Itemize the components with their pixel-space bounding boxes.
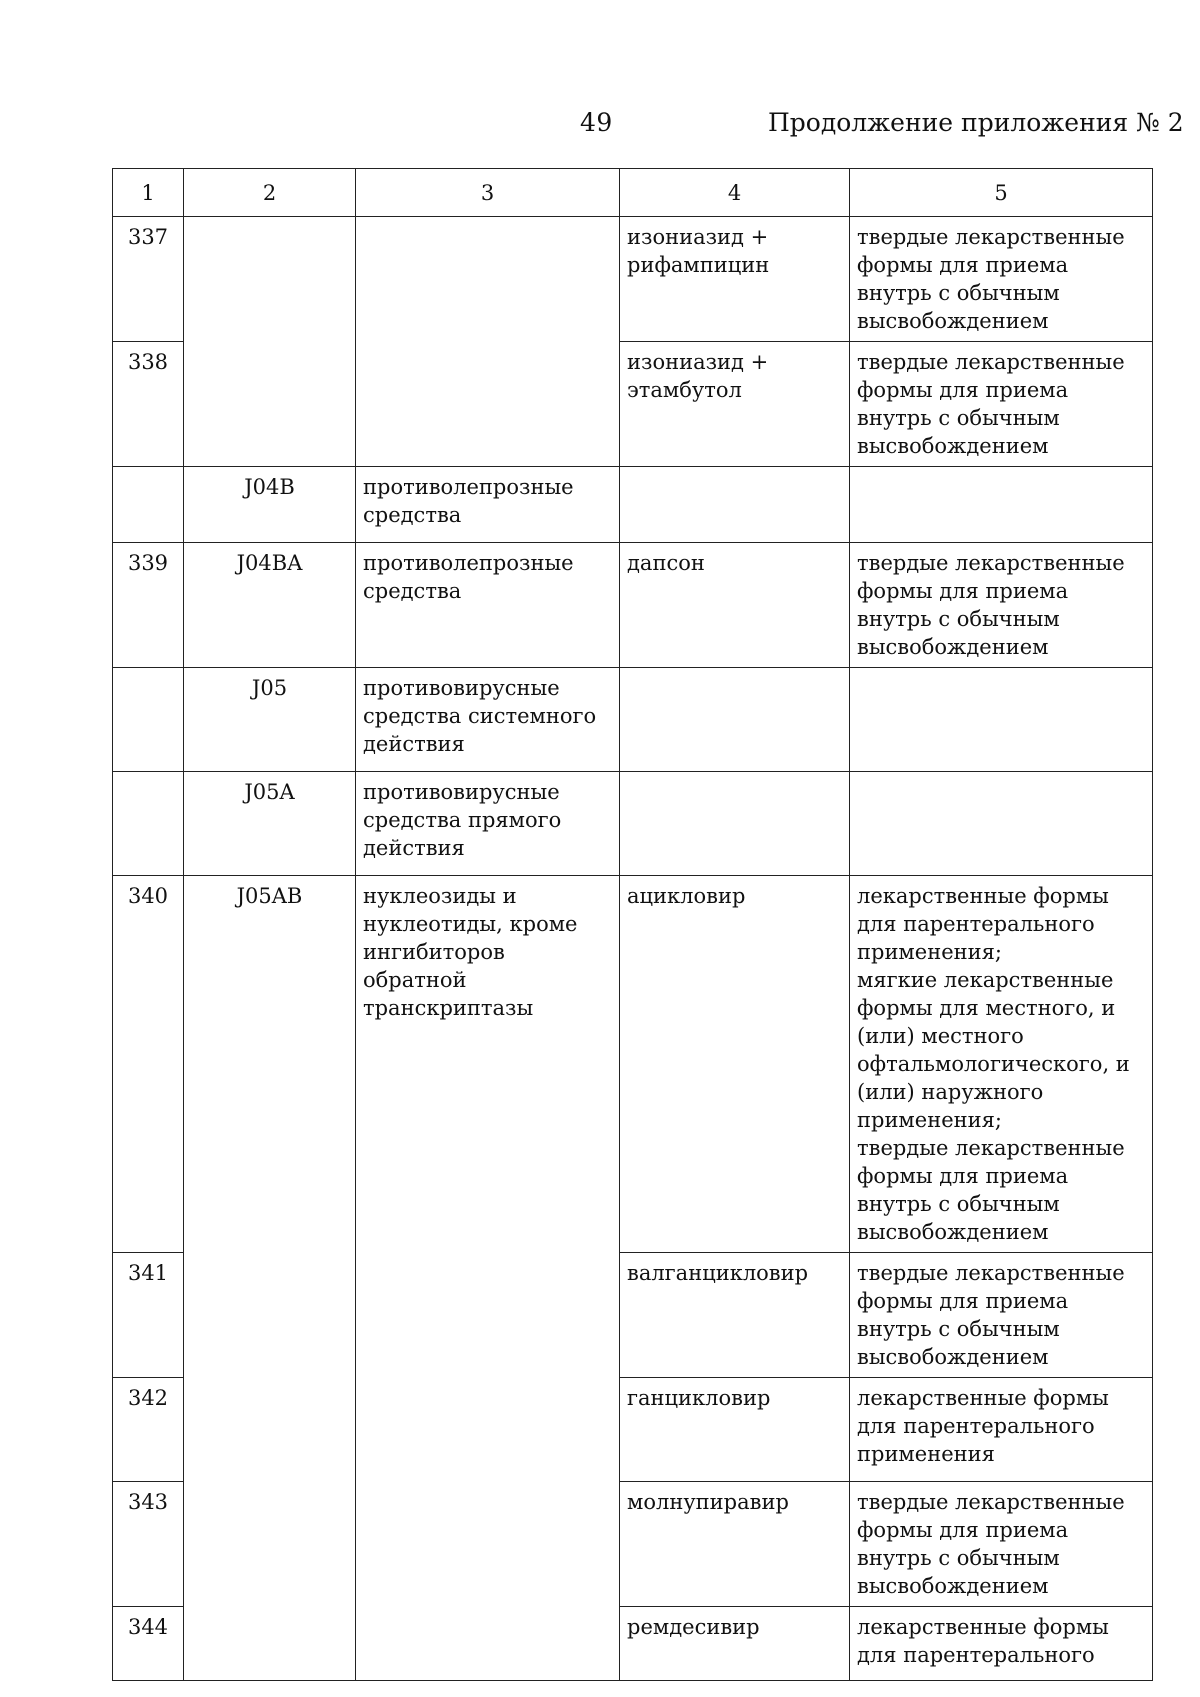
medication-name [620,772,850,876]
atc-code: J04BA [184,543,356,668]
medication-name: ацикловир [620,876,850,1253]
table-row [113,772,1153,876]
row-number: 344 [113,1607,184,1681]
dosage-forms [850,467,1153,543]
column-header: 2 [184,169,356,217]
group-name: нуклеозиды и нуклеотиды, кроме ингибиторов обратной транскриптазы [356,876,620,1681]
dosage-forms: лекарственные формы для парентерального применения; мягкие лекарственные формы для местного, и (или) местного офтальмологического, и (или) наружного применения; твердые лекарственные формы для приема внутрь с обычным высвобождением [850,876,1153,1253]
dosage-forms: твердые лекарственные формы для приема внутрь с обычным высвобождением [850,1482,1153,1607]
medication-name: молнупиравир [620,1482,850,1607]
dosage-forms: твердые лекарственные формы для приема внутрь с обычным высвобождением [850,217,1153,342]
page-number: 49 [580,108,613,137]
table-row [113,217,1153,342]
medication-name: изониазид + этамбутол [620,342,850,467]
appendix-label: Продолжение приложения № 2 [768,108,1184,137]
column-header: 5 [850,169,1153,217]
row-number: 338 [113,342,184,467]
group-name: противолепрозные средства [356,543,620,668]
dosage-forms [850,772,1153,876]
row-number [113,772,184,876]
atc-code-cell [184,217,356,467]
group-name: противовирусные средства прямого действия [356,772,620,876]
dosage-forms [850,668,1153,772]
medication-name: дапсон [620,543,850,668]
dosage-forms: твердые лекарственные формы для приема внутрь с обычным высвобождением [850,543,1153,668]
dosage-forms: твердые лекарственные формы для приема внутрь с обычным высвобождением [850,1253,1153,1378]
medication-name: ганцикловир [620,1378,850,1482]
table-row [113,543,1153,668]
column-header: 3 [356,169,620,217]
row-number: 337 [113,217,184,342]
row-number: 341 [113,1253,184,1378]
column-header: 4 [620,169,850,217]
column-header: 1 [113,169,184,217]
medication-name: ремдесивир [620,1607,850,1681]
group-name: противолепрозные средства [356,467,620,543]
dosage-forms: твердые лекарственные формы для приема внутрь с обычным высвобождением [850,342,1153,467]
table-row [113,467,1153,543]
medication-name: изониазид + рифампицин [620,217,850,342]
dosage-forms: лекарственные формы для парентерального [850,1607,1153,1681]
medication-table [112,168,1153,1681]
medication-name [620,668,850,772]
group-cell [356,217,620,467]
atc-code: J05A [184,772,356,876]
atc-code: J05 [184,668,356,772]
table-row [113,668,1153,772]
atc-code: J04B [184,467,356,543]
table-row [113,876,1153,1253]
row-number: 343 [113,1482,184,1607]
table-header-row [113,169,1153,217]
row-number [113,668,184,772]
row-number: 339 [113,543,184,668]
row-number: 342 [113,1378,184,1482]
row-number [113,467,184,543]
dosage-forms: лекарственные формы для парентерального применения [850,1378,1153,1482]
row-number: 340 [113,876,184,1253]
medication-name [620,467,850,543]
atc-code: J05AB [184,876,356,1681]
group-name: противовирусные средства системного действия [356,668,620,772]
medication-name: валганцикловир [620,1253,850,1378]
